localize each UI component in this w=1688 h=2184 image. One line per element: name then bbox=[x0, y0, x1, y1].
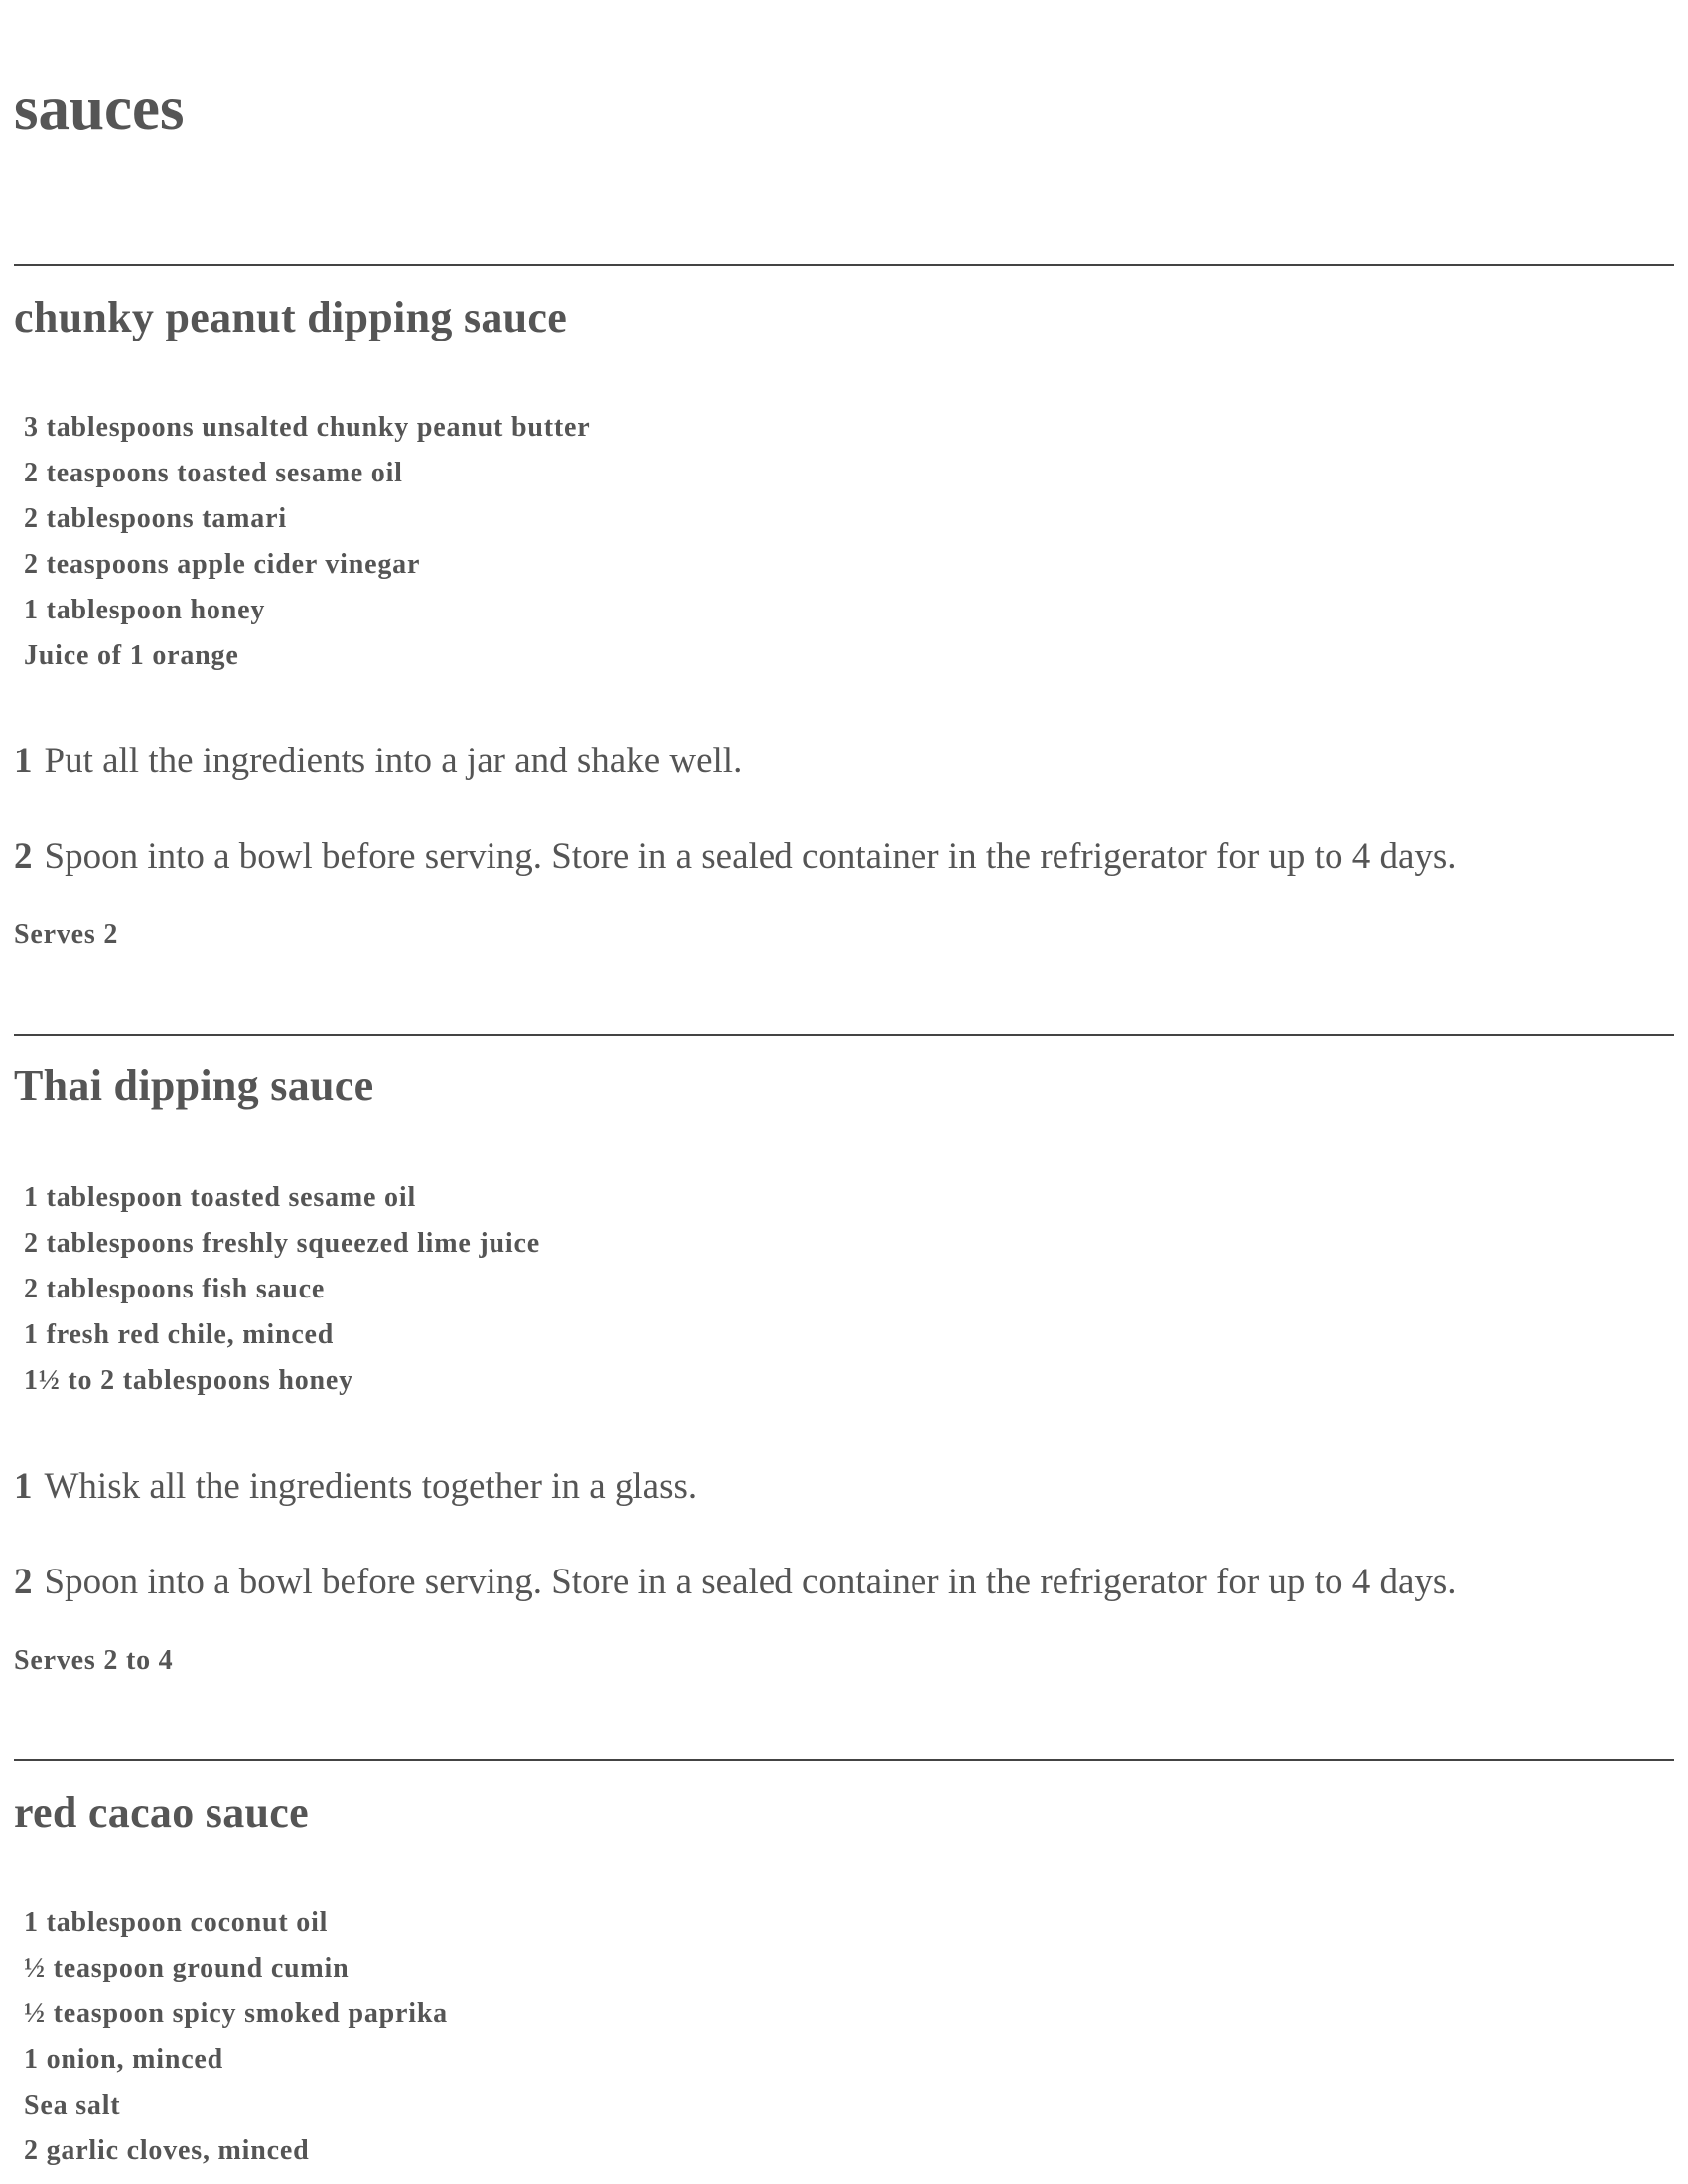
step-text: Spoon into a bowl before serving. Store in a sealed container in the refrigerator for up to 4 days. bbox=[44, 836, 1457, 877]
recipe-title: chunky peanut dipping sauce bbox=[14, 293, 568, 341]
ingredient-item: 2 tablespoons tamari bbox=[24, 503, 287, 534]
ingredient-item: 1 tablespoon toasted sesame oil bbox=[24, 1182, 417, 1213]
step-text: Spoon into a bowl before serving. Store in a sealed container in the refrigerator for up to 4 days. bbox=[44, 1562, 1457, 1602]
ingredient-item: ½ teaspoon ground cumin bbox=[24, 1953, 350, 1983]
step-item bbox=[14, 1564, 1457, 1659]
recipe-red-cacao bbox=[14, 1759, 1674, 2166]
ingredient-item: 2 tablespoons freshly squeezed lime juice bbox=[24, 1228, 540, 1259]
ingredient-item: 2 garlic cloves, minced bbox=[24, 2135, 310, 2166]
step-number: 1 bbox=[14, 741, 33, 781]
step-list bbox=[14, 743, 1457, 933]
ingredient-item: 1 tablespoon honey bbox=[24, 595, 266, 625]
step-text: Whisk all the ingredients together in a glass. bbox=[44, 1466, 698, 1507]
ingredient-item: Juice of 1 orange bbox=[24, 640, 239, 671]
ingredient-item: 1½ to 2 tablespoons honey bbox=[24, 1365, 353, 1396]
step-item bbox=[14, 743, 1457, 838]
ingredient-item: 1 onion, minced bbox=[24, 2044, 224, 2075]
serves-note: Serves 2 bbox=[14, 919, 119, 950]
recipe-title: Thai dipping sauce bbox=[14, 1061, 374, 1110]
recipe-thai-dipping bbox=[14, 1034, 1674, 1676]
ingredient-item: Sea salt bbox=[24, 2090, 121, 2120]
section-divider bbox=[14, 1034, 1674, 1036]
step-item bbox=[14, 1468, 1457, 1564]
step-number: 2 bbox=[14, 836, 33, 877]
step-number: 1 bbox=[14, 1466, 33, 1507]
ingredient-list bbox=[24, 1175, 540, 1404]
ingredient-list bbox=[24, 1900, 448, 2174]
ingredient-item: 1 fresh red chile, minced bbox=[24, 1319, 335, 1350]
page-title: sauces bbox=[14, 73, 185, 143]
ingredient-item: ½ teaspoon spicy smoked paprika bbox=[24, 1998, 448, 2029]
step-item bbox=[14, 838, 1457, 933]
step-text: Put all the ingredients into a jar and shake well. bbox=[44, 741, 743, 781]
ingredient-item: 3 tablespoons unsalted chunky peanut butter bbox=[24, 412, 591, 443]
ingredient-item: 1 tablespoon coconut oil bbox=[24, 1907, 329, 1938]
recipe-title: red cacao sauce bbox=[14, 1788, 309, 1837]
section-divider bbox=[14, 1759, 1674, 1761]
ingredient-list bbox=[24, 405, 590, 679]
ingredient-item: 2 tablespoons fish sauce bbox=[24, 1274, 326, 1304]
recipe-chunky-peanut bbox=[14, 264, 1674, 950]
serves-note: Serves 2 to 4 bbox=[14, 1645, 174, 1676]
step-number: 2 bbox=[14, 1562, 33, 1602]
ingredient-item: 2 teaspoons apple cider vinegar bbox=[24, 549, 421, 580]
ingredient-item: 2 teaspoons toasted sesame oil bbox=[24, 458, 403, 488]
section-divider bbox=[14, 264, 1674, 266]
step-list bbox=[14, 1468, 1457, 1659]
